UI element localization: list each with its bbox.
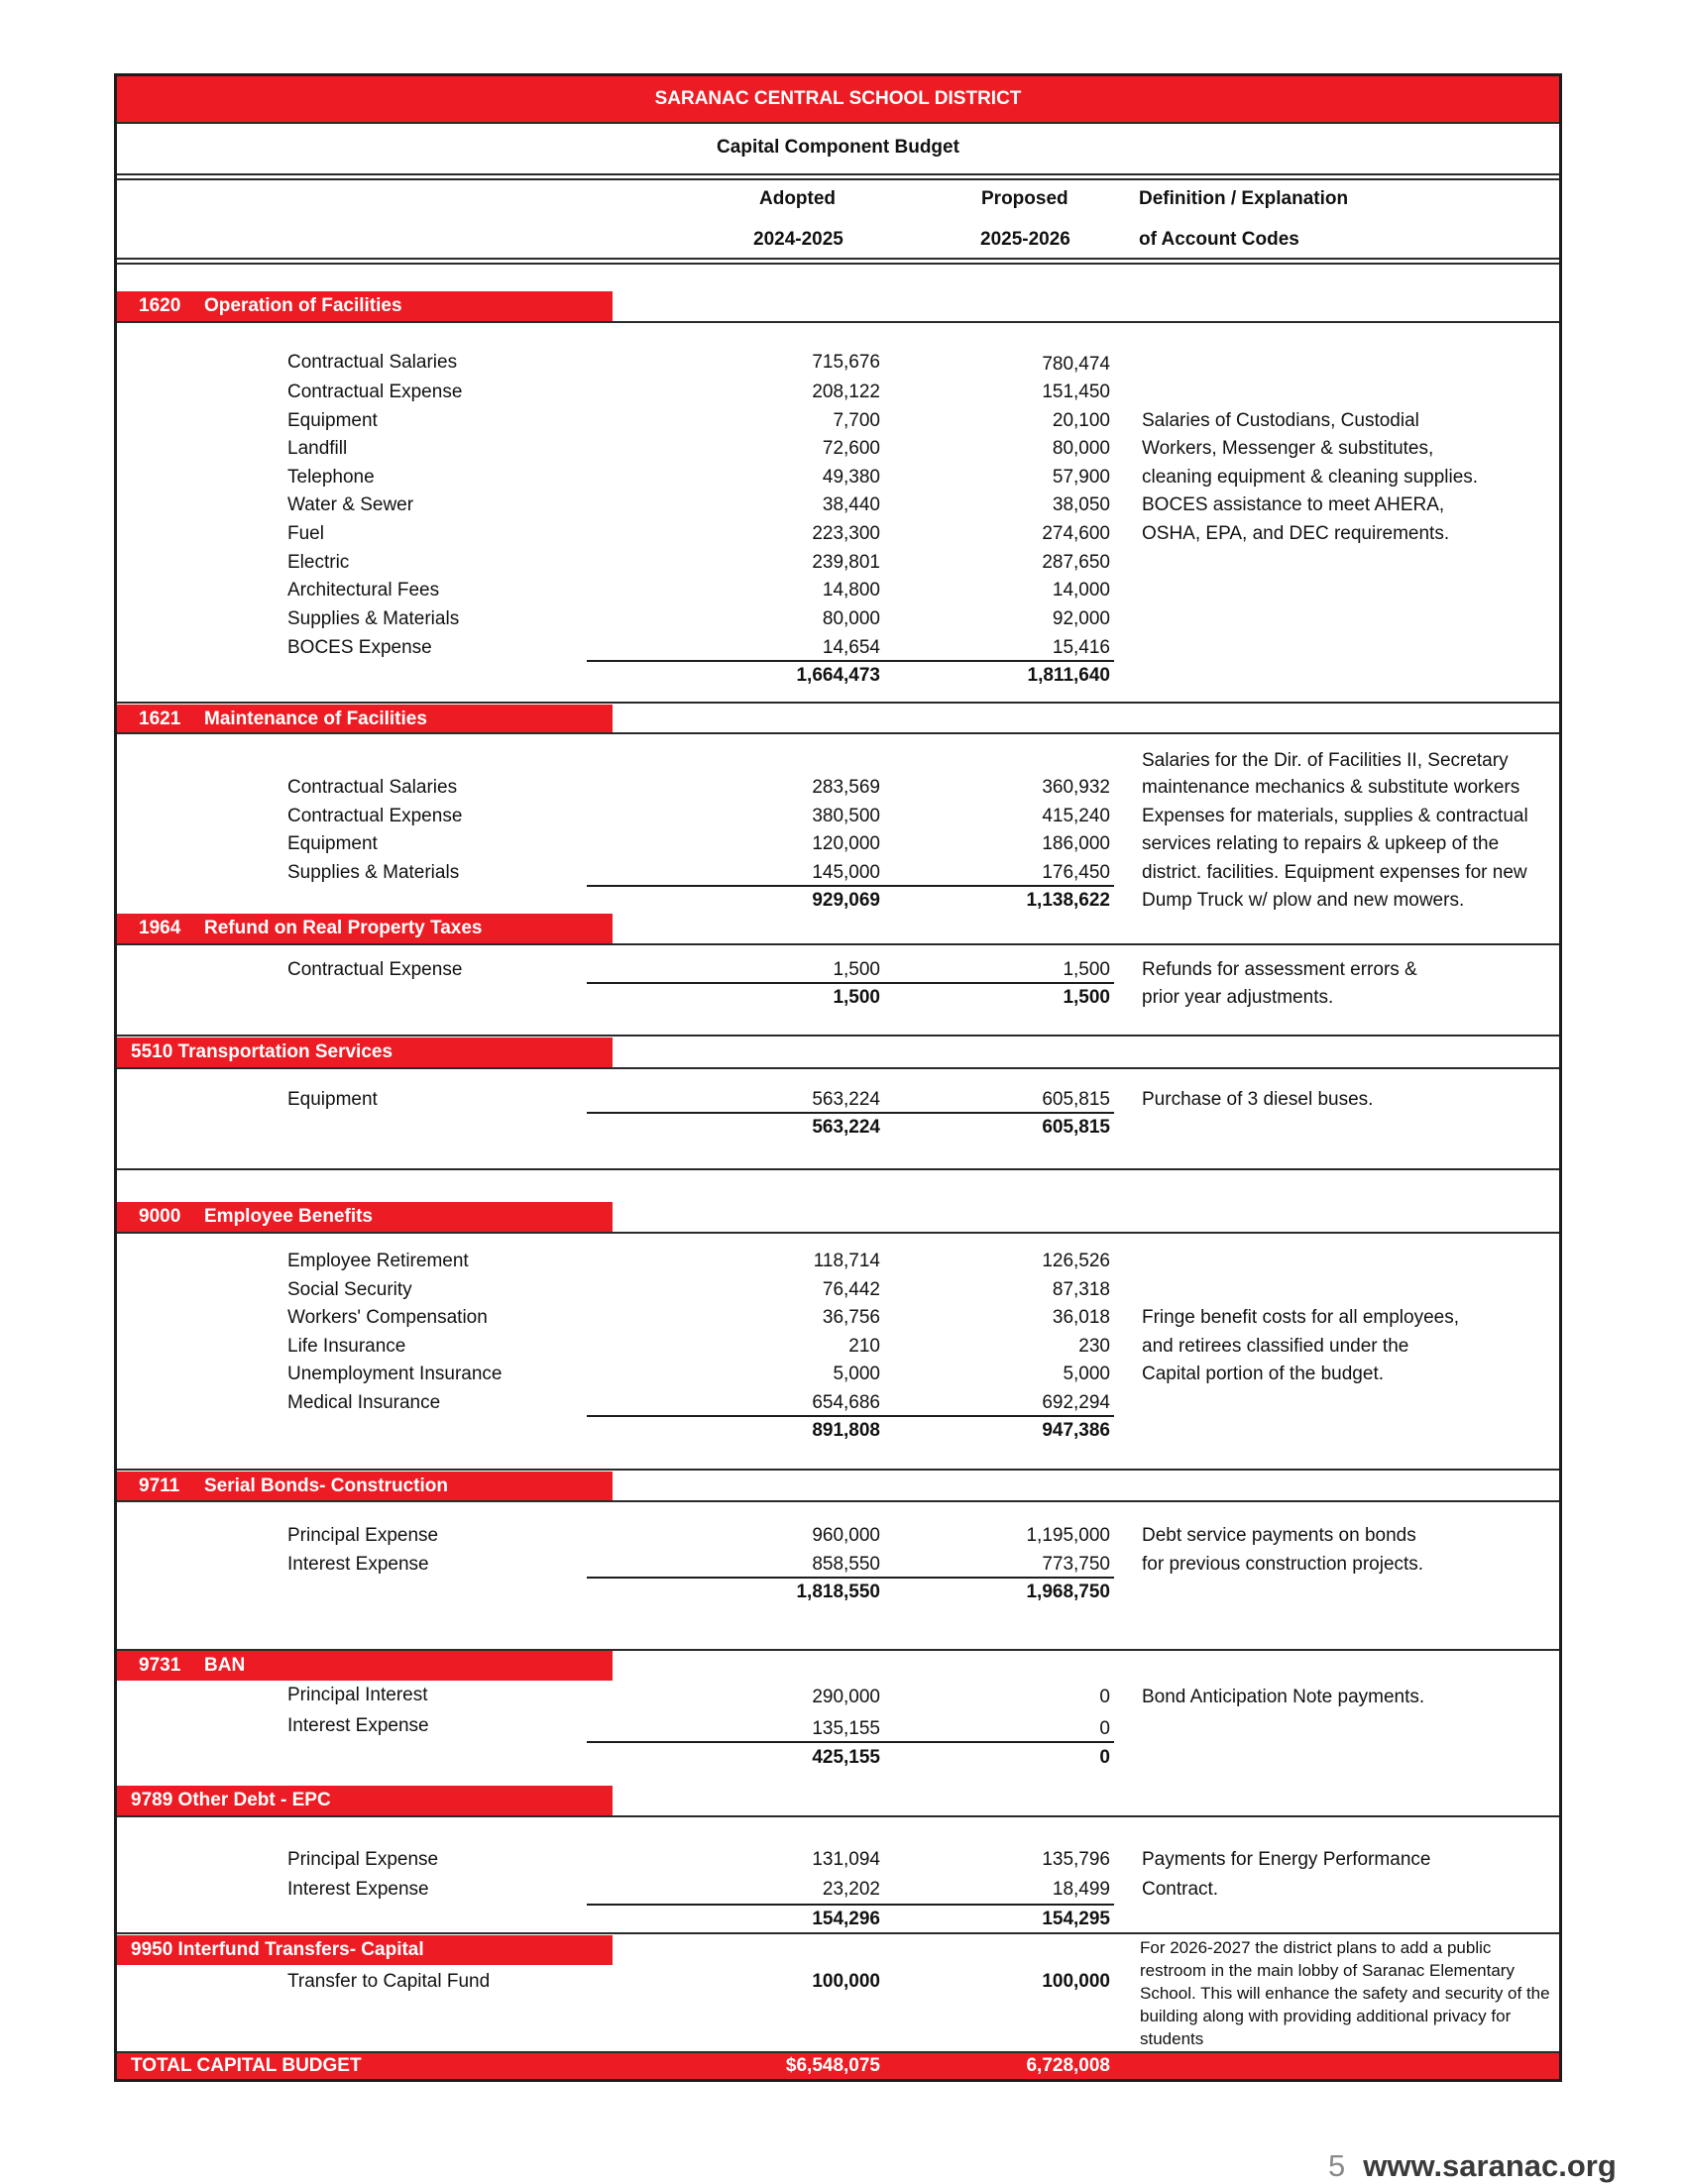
subtotal-proposed: 1,811,640 bbox=[1027, 665, 1110, 686]
definition-line: for previous construction projects. bbox=[1142, 1554, 1424, 1575]
district-title-bar bbox=[117, 76, 1559, 122]
line-item-label: Contractual Expense bbox=[287, 806, 463, 826]
adopted-value: 380,500 bbox=[812, 806, 880, 826]
definition-note: For 2026-2027 the district plans to add a public restroom in the main lobby of Saranac Elementary School. This will enhance the safety and security of the building along with providing additional privacy for students bbox=[1140, 1938, 1550, 2048]
definition-line: OSHA, EPA, and DEC requirements. bbox=[1142, 523, 1450, 544]
adopted-value: 715,676 bbox=[812, 352, 880, 373]
proposed-value: 57,900 bbox=[1052, 467, 1110, 488]
proposed-value: 100,000 bbox=[1042, 1971, 1110, 1992]
adopted-value: 14,800 bbox=[822, 580, 880, 601]
divider bbox=[117, 173, 1559, 175]
line-item-label: Principal Expense bbox=[287, 1525, 439, 1546]
section-header-1620: 1620 Operation of Facilities bbox=[117, 291, 613, 321]
definition-line: and retirees classified under the bbox=[1142, 1336, 1409, 1357]
line-item-label: Supplies & Materials bbox=[287, 862, 460, 883]
subtotal-proposed: 605,815 bbox=[1042, 1117, 1110, 1138]
definition-line: district. facilities. Equipment expenses for new bbox=[1142, 862, 1527, 883]
subtotal-adopted: 1,500 bbox=[833, 987, 880, 1008]
definition-line: Capital portion of the budget. bbox=[1142, 1364, 1385, 1384]
district-title: SARANAC CENTRAL SCHOOL DISTRICT bbox=[654, 88, 1022, 109]
subtotal-proposed: 947,386 bbox=[1042, 1420, 1110, 1441]
definition-line: Refunds for assessment errors & bbox=[1142, 959, 1417, 980]
definition-line: Expenses for materials, supplies & contractual bbox=[1142, 806, 1528, 826]
subtotal-rule bbox=[587, 1741, 1114, 1743]
line-item-label: Contractual Expense bbox=[287, 382, 463, 402]
divider bbox=[117, 263, 1559, 265]
page-footer bbox=[1328, 2148, 1617, 2184]
line-item-label: Interest Expense bbox=[287, 1879, 429, 1900]
adopted-value: 76,442 bbox=[822, 1279, 880, 1300]
divider bbox=[117, 702, 1559, 704]
adopted-value: 118,714 bbox=[813, 1251, 880, 1271]
line-item-label: Contractual Salaries bbox=[287, 777, 458, 798]
proposed-value: 360,932 bbox=[1042, 777, 1110, 798]
line-item-label: Fuel bbox=[287, 523, 324, 544]
line-item-label: Interest Expense bbox=[287, 1554, 429, 1575]
line-item-label: Interest Expense bbox=[287, 1715, 429, 1736]
adopted-value: 290,000 bbox=[812, 1687, 880, 1707]
subtotal-rule bbox=[587, 885, 1114, 887]
footer-url: www.saranac.org bbox=[1363, 2148, 1617, 2183]
definition-line: Salaries of Custodians, Custodial bbox=[1142, 410, 1419, 431]
proposed-value: 87,318 bbox=[1052, 1279, 1110, 1300]
adopted-value: 145,000 bbox=[812, 862, 880, 883]
adopted-value: 36,756 bbox=[822, 1307, 880, 1328]
adopted-value: 135,155 bbox=[812, 1718, 880, 1739]
proposed-value: 1,500 bbox=[1063, 959, 1110, 980]
proposed-value: 186,000 bbox=[1042, 833, 1110, 854]
line-item-label: Electric bbox=[287, 552, 350, 573]
divider bbox=[117, 258, 1559, 260]
definition-line: BOCES assistance to meet AHERA, bbox=[1142, 494, 1445, 515]
subtotal-adopted: 154,296 bbox=[812, 1909, 880, 1929]
line-item-label: BOCES Expense bbox=[287, 637, 432, 658]
adopted-value: 283,569 bbox=[812, 777, 880, 798]
divider bbox=[117, 321, 1559, 323]
proposed-value: 0 bbox=[1099, 1687, 1110, 1707]
subtotal-adopted: 425,155 bbox=[812, 1747, 880, 1768]
divider bbox=[117, 1232, 1559, 1234]
line-item-label: Equipment bbox=[287, 1089, 378, 1110]
subtotal-rule bbox=[587, 1112, 1114, 1114]
col-definition-label: Definition / Explanation bbox=[1139, 188, 1349, 209]
adopted-value: 858,550 bbox=[812, 1554, 880, 1575]
divider bbox=[117, 1067, 1559, 1069]
section-header-9731: 9731 BAN bbox=[117, 1651, 613, 1681]
line-item-label: Equipment bbox=[287, 833, 378, 854]
proposed-value: 20,100 bbox=[1052, 410, 1110, 431]
adopted-value: 72,600 bbox=[822, 438, 880, 459]
adopted-value: 563,224 bbox=[812, 1089, 880, 1110]
subtotal-proposed: 1,500 bbox=[1063, 987, 1110, 1008]
adopted-value: 23,202 bbox=[822, 1879, 880, 1900]
proposed-value: 780,474 bbox=[1042, 354, 1110, 375]
grand-total-label: TOTAL CAPITAL BUDGET bbox=[131, 2055, 362, 2076]
divider bbox=[117, 1500, 1559, 1502]
proposed-value: 38,050 bbox=[1052, 494, 1110, 515]
line-item-label: Architectural Fees bbox=[287, 580, 440, 601]
section-header-9711: 9711 Serial Bonds- Construction bbox=[117, 1472, 613, 1501]
divider bbox=[117, 1469, 1559, 1471]
adopted-value: 210 bbox=[848, 1336, 880, 1357]
subtotal-adopted: 563,224 bbox=[812, 1117, 880, 1138]
subtotal-proposed: 1,968,750 bbox=[1026, 1582, 1110, 1602]
divider bbox=[117, 1168, 1559, 1170]
proposed-value: 126,526 bbox=[1042, 1251, 1110, 1271]
definition-line: Contract. bbox=[1142, 1879, 1219, 1900]
subtotal-adopted: 929,069 bbox=[812, 890, 880, 911]
definition-line: Bond Anticipation Note payments. bbox=[1142, 1687, 1425, 1707]
proposed-value: 0 bbox=[1099, 1718, 1110, 1739]
proposed-value: 605,815 bbox=[1042, 1089, 1110, 1110]
line-item-label: Equipment bbox=[287, 410, 378, 431]
definition-line: services relating to repairs & upkeep of the bbox=[1142, 833, 1500, 854]
definition-line: Salaries for the Dir. of Facilities II, Secretary bbox=[1142, 750, 1509, 771]
line-item-label: Landfill bbox=[287, 438, 348, 459]
line-item-label: Medical Insurance bbox=[287, 1392, 441, 1413]
definition-line: Workers, Messenger & substitutes, bbox=[1142, 438, 1434, 459]
line-item-label: Principal Interest bbox=[287, 1685, 428, 1705]
subtotal-rule bbox=[587, 1577, 1114, 1579]
section-header-9789: 9789 Other Debt - EPC bbox=[117, 1786, 613, 1815]
line-item-label: Telephone bbox=[287, 467, 375, 488]
subtotal-proposed: 1,138,622 bbox=[1026, 890, 1110, 911]
proposed-value: 18,499 bbox=[1052, 1879, 1110, 1900]
adopted-value: 1,500 bbox=[833, 959, 880, 980]
subtotal-adopted: 1,664,473 bbox=[796, 665, 880, 686]
definition-line: Purchase of 3 diesel buses. bbox=[1142, 1089, 1374, 1110]
grand-total-proposed: 6,728,008 bbox=[1026, 2055, 1110, 2076]
divider bbox=[117, 1932, 1559, 1934]
subtotal-proposed: 0 bbox=[1099, 1747, 1110, 1768]
adopted-value: 223,300 bbox=[812, 523, 880, 544]
page-number: 5 bbox=[1328, 2148, 1346, 2183]
adopted-value: 120,000 bbox=[812, 833, 880, 854]
section-header-9000: 9000 Employee Benefits bbox=[117, 1202, 613, 1232]
adopted-value: 7,700 bbox=[833, 410, 880, 431]
divider bbox=[117, 943, 1559, 945]
adopted-value: 131,094 bbox=[812, 1849, 880, 1870]
adopted-value: 239,801 bbox=[812, 552, 880, 573]
section-header-9950: 9950 Interfund Transfers- Capital bbox=[117, 1935, 613, 1965]
section-header-1621: 1621 Maintenance of Facilities bbox=[117, 705, 613, 734]
adopted-value: 654,686 bbox=[812, 1392, 880, 1413]
line-item-label: Workers' Compensation bbox=[287, 1307, 488, 1328]
definition-line: Fringe benefit costs for all employees, bbox=[1142, 1307, 1459, 1328]
line-item-label: Social Security bbox=[287, 1279, 412, 1300]
line-item-label: Unemployment Insurance bbox=[287, 1364, 503, 1384]
col-proposed-label: Proposed bbox=[981, 188, 1068, 209]
proposed-value: 415,240 bbox=[1042, 806, 1110, 826]
budget-subtitle: Capital Component Budget bbox=[717, 137, 959, 158]
line-item-label: Life Insurance bbox=[287, 1336, 406, 1357]
proposed-value: 92,000 bbox=[1052, 608, 1110, 629]
line-item-label: Water & Sewer bbox=[287, 494, 414, 515]
line-item-label: Contractual Salaries bbox=[287, 352, 458, 373]
divider bbox=[117, 122, 1559, 124]
proposed-value: 287,650 bbox=[1042, 552, 1110, 573]
proposed-value: 5,000 bbox=[1063, 1364, 1110, 1384]
subtotal-adopted: 1,818,550 bbox=[796, 1582, 880, 1602]
proposed-value: 151,450 bbox=[1042, 382, 1110, 402]
proposed-value: 773,750 bbox=[1042, 1554, 1110, 1575]
section-header-5510: 5510 Transportation Services bbox=[117, 1037, 613, 1067]
proposed-value: 1,195,000 bbox=[1026, 1525, 1110, 1546]
definition-line: Dump Truck w/ plow and new mowers. bbox=[1142, 890, 1465, 911]
definition-line: maintenance mechanics & substitute workers bbox=[1142, 777, 1520, 798]
col-adopted-year: 2024-2025 bbox=[753, 229, 843, 250]
proposed-value: 80,000 bbox=[1052, 438, 1110, 459]
definition-line: cleaning equipment & cleaning supplies. bbox=[1142, 467, 1479, 488]
definition-line: Debt service payments on bonds bbox=[1142, 1525, 1416, 1546]
adopted-value: 960,000 bbox=[812, 1525, 880, 1546]
line-item-label: Employee Retirement bbox=[287, 1251, 469, 1271]
adopted-value: 14,654 bbox=[822, 637, 880, 658]
proposed-value: 14,000 bbox=[1052, 580, 1110, 601]
divider bbox=[117, 1035, 1559, 1037]
line-item-label: Contractual Expense bbox=[287, 959, 463, 980]
subtotal-rule bbox=[587, 660, 1114, 662]
definition-line: Payments for Energy Performance bbox=[1142, 1849, 1431, 1870]
divider bbox=[117, 1815, 1559, 1817]
line-item-label: Principal Expense bbox=[287, 1849, 439, 1870]
subtotal-rule bbox=[587, 982, 1114, 984]
col-adopted-label: Adopted bbox=[759, 188, 837, 209]
proposed-value: 692,294 bbox=[1042, 1392, 1110, 1413]
col-definition-sub: of Account Codes bbox=[1139, 229, 1299, 250]
budget-table-frame bbox=[114, 73, 1562, 2082]
proposed-value: 230 bbox=[1078, 1336, 1110, 1357]
proposed-value: 15,416 bbox=[1052, 637, 1110, 658]
subtotal-adopted: 891,808 bbox=[812, 1420, 880, 1441]
divider bbox=[117, 732, 1559, 734]
adopted-value: 38,440 bbox=[822, 494, 880, 515]
section-header-1964: 1964 Refund on Real Property Taxes bbox=[117, 914, 613, 943]
proposed-value: 274,600 bbox=[1042, 523, 1110, 544]
subtotal-rule bbox=[587, 1415, 1114, 1417]
subtotal-proposed: 154,295 bbox=[1042, 1909, 1110, 1929]
col-proposed-year: 2025-2026 bbox=[980, 229, 1070, 250]
adopted-value: 208,122 bbox=[812, 382, 880, 402]
adopted-value: 5,000 bbox=[833, 1364, 880, 1384]
adopted-value: 49,380 bbox=[822, 467, 880, 488]
definition-line: prior year adjustments. bbox=[1142, 987, 1334, 1008]
proposed-value: 36,018 bbox=[1052, 1307, 1110, 1328]
proposed-value: 176,450 bbox=[1042, 862, 1110, 883]
line-item-label: Supplies & Materials bbox=[287, 608, 460, 629]
divider bbox=[117, 178, 1559, 180]
line-item-label: Transfer to Capital Fund bbox=[287, 1971, 491, 1992]
grand-total-adopted: $6,548,075 bbox=[785, 2055, 880, 2076]
adopted-value: 100,000 bbox=[812, 1971, 880, 1992]
adopted-value: 80,000 bbox=[822, 608, 880, 629]
subtotal-rule bbox=[587, 1904, 1114, 1906]
proposed-value: 135,796 bbox=[1042, 1849, 1110, 1870]
